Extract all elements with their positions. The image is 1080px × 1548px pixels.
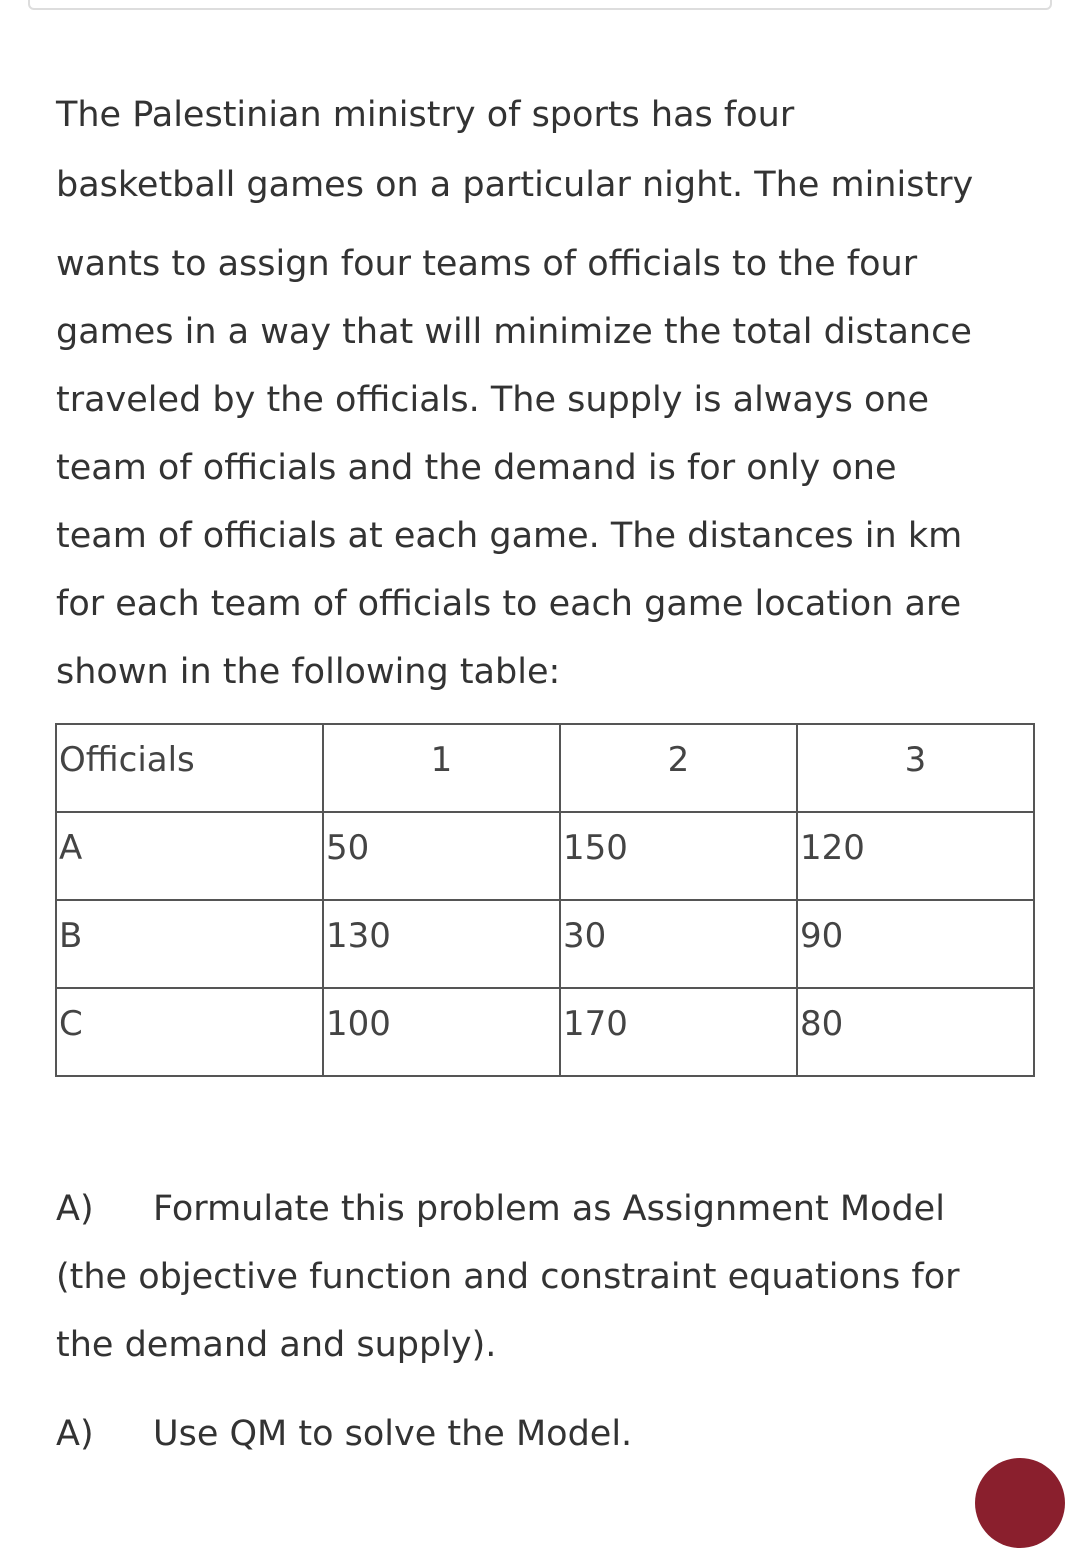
distance-cell: 120 bbox=[797, 812, 1034, 900]
text-line: wants to assign four teams of officials to the four bbox=[56, 244, 918, 284]
header-cell-officials: Officials bbox=[56, 724, 323, 812]
text-line: shown in the following table: bbox=[56, 652, 561, 692]
text-line: basketball games on a particular night. The ministry bbox=[56, 165, 974, 205]
description-paragraph bbox=[56, 230, 972, 706]
text-line: team of officials at each game. The distances in km bbox=[56, 516, 963, 556]
text-line: The Palestinian ministry of sports has four bbox=[56, 95, 795, 135]
distance-table bbox=[55, 723, 1035, 1077]
distance-cell: 50 bbox=[323, 812, 560, 900]
distance-cell: 100 bbox=[323, 988, 560, 1076]
text-line: for each team of officials to each game location are bbox=[56, 584, 962, 624]
distance-cell: 170 bbox=[560, 988, 797, 1076]
table-row bbox=[56, 812, 1034, 900]
row-label-cell: C bbox=[56, 988, 323, 1076]
text-line: (the objective function and constraint equations for bbox=[56, 1257, 960, 1297]
text-line: Use QM to solve the Model. bbox=[153, 1414, 633, 1454]
distance-cell: 80 bbox=[797, 988, 1034, 1076]
top-card-edge bbox=[28, 0, 1052, 10]
distance-cell: 150 bbox=[560, 812, 797, 900]
text-line: traveled by the officials. The supply is always one bbox=[56, 380, 930, 420]
question-a-solve bbox=[56, 1400, 632, 1468]
question-a-formulate bbox=[56, 1175, 960, 1379]
question-label: A) bbox=[56, 1414, 94, 1454]
floating-action-button[interactable] bbox=[975, 1458, 1065, 1548]
header-cell-game-1: 1 bbox=[323, 724, 560, 812]
distance-cell: 90 bbox=[797, 900, 1034, 988]
table-header-row bbox=[56, 724, 1034, 812]
question-label: A) bbox=[56, 1189, 94, 1229]
row-label-cell: A bbox=[56, 812, 323, 900]
distance-cell: 30 bbox=[560, 900, 797, 988]
intro-paragraph bbox=[56, 80, 973, 220]
distance-cell: 130 bbox=[323, 900, 560, 988]
header-cell-game-3: 3 bbox=[797, 724, 1034, 812]
text-line: the demand and supply). bbox=[56, 1325, 497, 1365]
text-line: games in a way that will minimize the total distance bbox=[56, 312, 972, 352]
header-cell-game-2: 2 bbox=[560, 724, 797, 812]
table-row bbox=[56, 988, 1034, 1076]
text-line: Formulate this problem as Assignment Model bbox=[153, 1189, 945, 1229]
row-label-cell: B bbox=[56, 900, 323, 988]
text-line: team of officials and the demand is for only one bbox=[56, 448, 897, 488]
table-row bbox=[56, 900, 1034, 988]
